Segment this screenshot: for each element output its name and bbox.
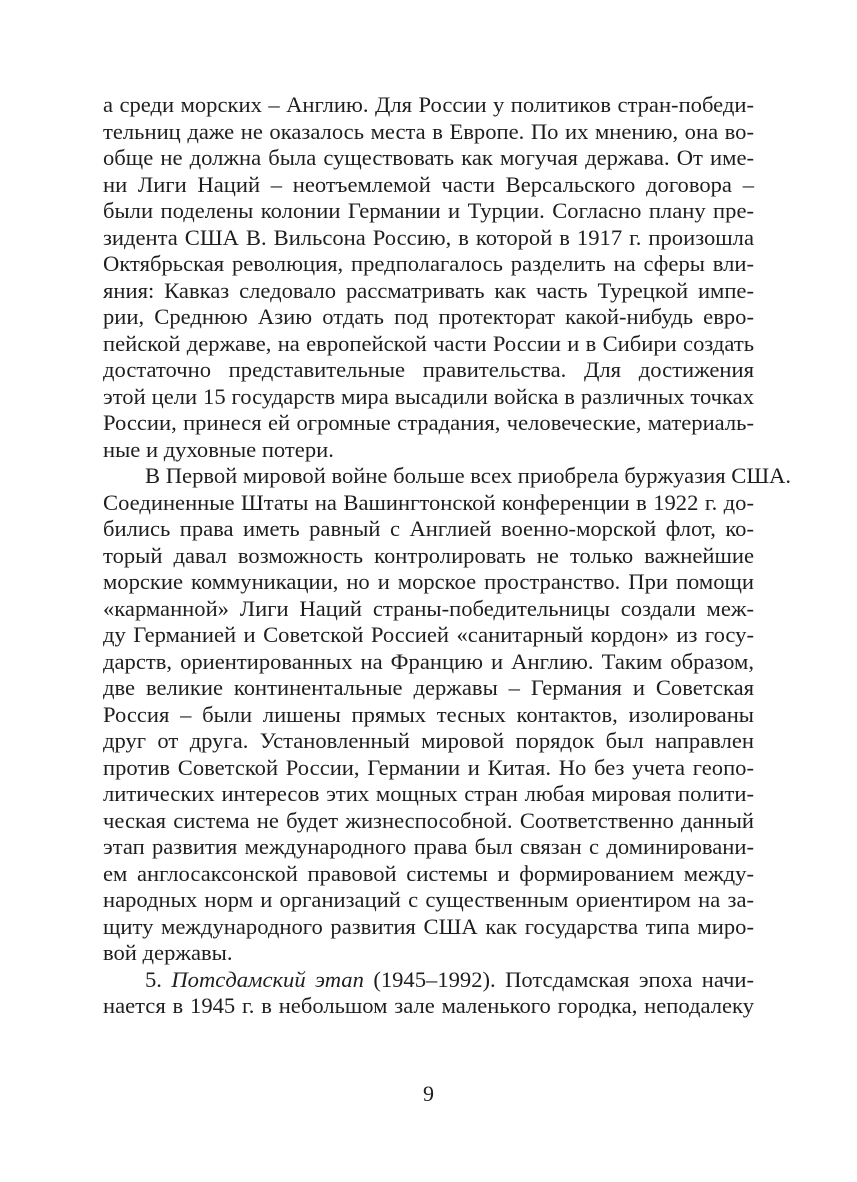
paragraph-1-line: России, принеся ей огромные страдания, человеческие, материаль- [103, 410, 754, 435]
paragraph-2-line: дарств, ориентированных на Францию и Англию. Таким образом, [103, 648, 754, 674]
paragraph-2-line: литических интересов этих мощных стран любая мировая полити- [103, 781, 754, 806]
paragraph-3-line-2: нается в 1945 г. в небольшом зале маленького городка, неподалеку [103, 993, 754, 1018]
paragraph-2-line: бились права иметь равный с Англией военно-морской флот, ко- [103, 516, 754, 541]
paragraph-1-line: а среди морских – Англию. Для России у политиков стран-победи- [103, 92, 754, 117]
paragraph-1-line: зидента США В. Вильсона Россию, в которой в 1917 г. произошла [103, 224, 754, 250]
section-number: 5. [145, 966, 162, 992]
paragraph-1 [103, 92, 754, 463]
paragraph-2-line: две великие континентальные державы – Германия и Советская [103, 675, 754, 700]
section-title-rest: (1945–1992). Потсдамская эпоха начи- [373, 966, 755, 992]
paragraph-1-line: этой цели 15 государств мира высадили войска в различных точках [103, 383, 754, 409]
paragraph-2-line: ческая система не будет жизнеспособной. Соответственно данный [103, 807, 754, 833]
paragraph-2-line: вой державы. [103, 940, 233, 965]
paragraph-2-line: щиту международного развития США как государства типа миро- [103, 913, 754, 939]
paragraph-2-line: морские коммуникации, но и морское пространство. При помощи [103, 569, 754, 594]
paragraph-2-line: ду Германией и Советской Россией «санитарный кордон» из госу- [103, 622, 754, 647]
paragraph-2-line: «карманной» Лиги Наций страны-победительницы создали меж- [103, 595, 754, 621]
paragraph-3 [103, 967, 754, 1020]
page-body [103, 92, 792, 1020]
paragraph-2 [103, 463, 792, 967]
paragraph-1-line: были поделены колонии Германии и Турции. Согласно плану пре- [103, 198, 754, 223]
paragraph-1-line: обще не должна была существовать как могучая держава. От име- [103, 145, 754, 170]
paragraph-2-line: В Первой мировой войне больше всех приобрела буржуазия США. [145, 463, 792, 488]
paragraph-2-line: друг от друга. Установленный мировой порядок был направлен [103, 728, 754, 753]
paragraph-1-line: ные и духовные потери. [103, 436, 334, 462]
paragraph-2-line: против Советской России, Германии и Китая. Но без учета геопо- [103, 754, 754, 780]
paragraph-1-line: рии, Среднюю Азию отдать под протекторат какой-нибудь евро- [103, 304, 754, 329]
paragraph-1-line: тельниц даже не оказалось места в Европе. По их мнению, она во- [103, 118, 754, 144]
paragraph-2-line: народных норм и организаций с существенным ориентиром на за- [103, 887, 754, 912]
paragraph-1-line: пейской державе, на европейской части России и в Сибири создать [103, 330, 754, 356]
paragraph-2-line: торый давал возможность контролировать не только важнейшие [103, 542, 754, 568]
paragraph-2-line: Россия – были лишены прямых тесных контактов, изолированы [103, 701, 754, 727]
paragraph-1-line: яния: Кавказ следовало рассматривать как часть Турецкой импе- [103, 277, 754, 303]
paragraph-1-line: ни Лиги Наций – неотъемлемой части Версальского договора – [103, 171, 754, 197]
paragraph-2-line: Соединенные Штаты на Вашингтонской конференции в 1922 г. до- [103, 489, 754, 515]
paragraph-2-line: ем англосаксонской правовой системы и формированием между- [103, 860, 754, 886]
paragraph-2-line: этап развития международного права был связан с доминировани- [103, 834, 754, 859]
paragraph-3-line-1 [103, 967, 754, 994]
paragraph-1-line: Октябрьская революция, предполагалось разделить на сферы вли- [103, 251, 754, 276]
paragraph-1-line: достаточно представительные правительства. Для достижения [103, 357, 754, 382]
section-title: Потсдамский этап [171, 966, 364, 992]
page-number: 9 [423, 1081, 434, 1106]
